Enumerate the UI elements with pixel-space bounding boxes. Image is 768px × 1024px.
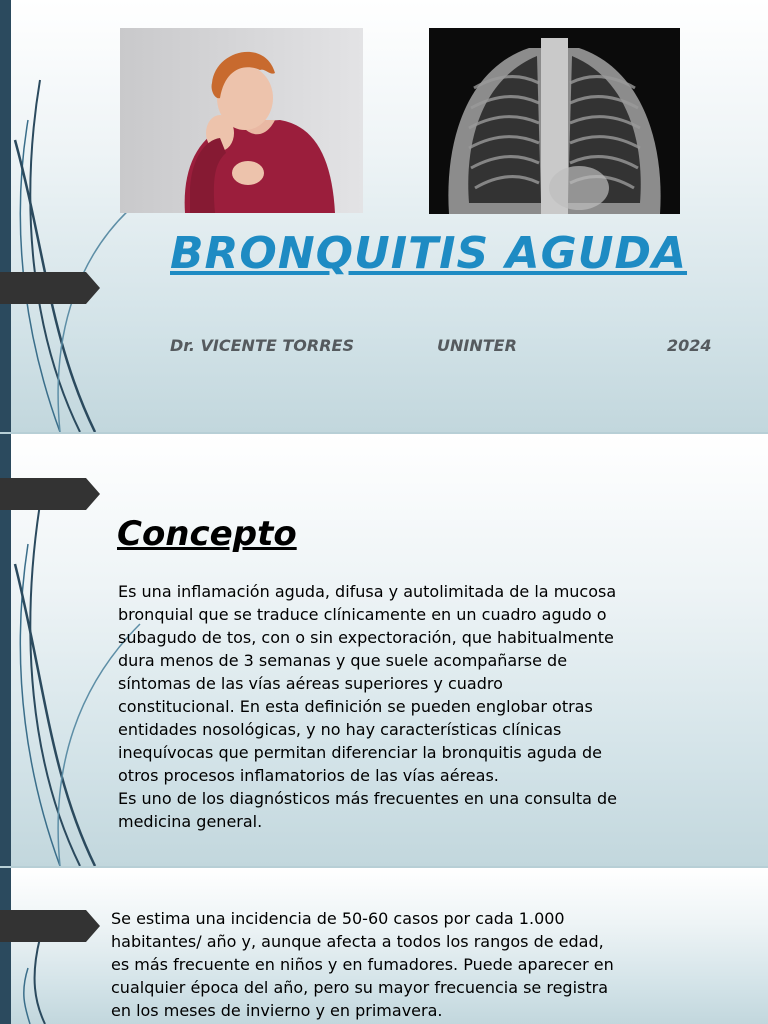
arrow-tab [0, 910, 100, 942]
text-line: cualquier época del año, pero su mayor frecuencia se registra [111, 978, 609, 997]
institution-name: UNINTER [437, 336, 517, 355]
text-line: constitucional. En esta definición se pueden englobar otras [118, 697, 593, 716]
text-line: inequívocas que permitan diferenciar la bronquitis aguda de [118, 743, 602, 762]
arrow-tab [0, 272, 100, 304]
text-line: es más frecuente en niños y en fumadores. Puede aparecer en [111, 955, 614, 974]
arrow-tab [0, 478, 100, 510]
author-name: Dr. VICENTE TORRES [170, 336, 354, 355]
text-line: entidades nosológicas, y no hay características clínicas [118, 720, 562, 739]
text-line: habitantes/ año y, aunque afecta a todos los rangos de edad, [111, 932, 604, 951]
text-line: medicina general. [118, 812, 263, 831]
text-line: Es uno de los diagnósticos más frecuentes en una consulta de [118, 789, 618, 808]
text-line: Es una inflamación aguda, difusa y autolimitada de la mucosa [118, 582, 617, 601]
chest-xray-photo [429, 28, 680, 214]
presentation-title: BRONQUITIS AGUDA [170, 228, 688, 279]
woman-coughing-image [120, 28, 363, 213]
text-line: otros procesos inflamatorios de las vías aéreas. [118, 766, 499, 785]
concept-heading: Concepto [117, 514, 297, 554]
text-line: subagudo de tos, con o sin expectoración, que habitualmente [118, 628, 614, 647]
text-line: bronquial que se traduce clínicamente en un cuadro agudo o [118, 605, 607, 624]
incidence-paragraph [111, 907, 614, 1022]
text-line: Se estima una incidencia de 50-60 casos por cada 1.000 [111, 909, 565, 928]
text-line: síntomas de las vías aéreas superiores y cuadro [118, 674, 503, 693]
concept-paragraph [118, 580, 617, 833]
text-line: dura menos de 3 semanas y que suele acompañarse de [118, 651, 568, 670]
title-slide [0, 0, 768, 432]
chest-xray-image [429, 28, 680, 214]
woman-coughing-photo [120, 28, 363, 213]
presentation-year: 2024 [667, 336, 712, 355]
text-line: en los meses de invierno y en primavera. [111, 1001, 443, 1020]
